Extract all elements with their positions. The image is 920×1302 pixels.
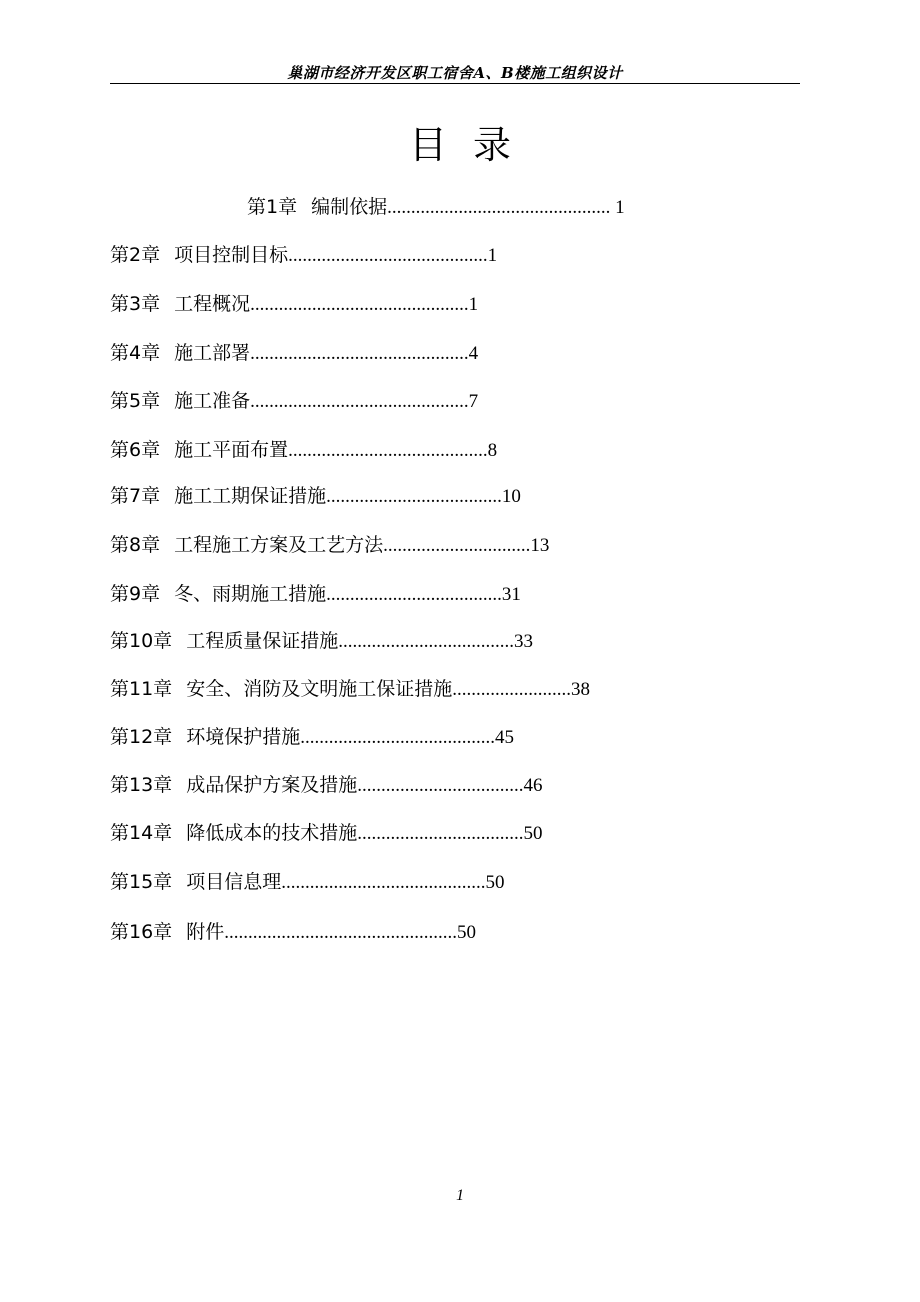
toc-chapter-number: 第16章: [110, 921, 173, 943]
toc-page-number: 4: [468, 343, 479, 364]
toc-page-number: 38: [570, 679, 590, 700]
toc-page-number: 50: [523, 823, 543, 844]
toc-entry[interactable]: [110, 870, 504, 894]
toc-leader-dots: ..............................................: [250, 294, 469, 315]
toc-chapter-title: 施工工期保证措施: [174, 485, 327, 507]
toc-chapter-number: 第9章: [110, 583, 161, 605]
toc-page-number: 46: [523, 775, 543, 796]
toc-leader-dots: ...........................................: [281, 872, 486, 893]
toc-entry[interactable]: [110, 677, 590, 701]
toc-chapter-number: 第2章: [110, 244, 161, 266]
toc-entry[interactable]: [110, 629, 533, 653]
toc-page-number: 8: [487, 440, 498, 461]
toc-leader-dots: ...................................: [357, 775, 524, 796]
toc-chapter-number: 第15章: [110, 871, 173, 893]
toc-chapter-number: 第3章: [110, 293, 161, 315]
toc-entry[interactable]: [110, 920, 476, 944]
toc-chapter-title: 成品保护方案及措施: [186, 774, 358, 796]
toc-leader-dots: ..........................................: [288, 245, 488, 266]
toc-chapter-title: 施工部署: [174, 342, 251, 364]
toc-leader-dots: ...............................................: [387, 197, 611, 218]
toc-leader-dots: ..............................................: [250, 343, 469, 364]
toc-leader-dots: ...................................: [357, 823, 524, 844]
toc-entry[interactable]: [110, 533, 549, 557]
toc-leader-dots: .....................................: [338, 631, 514, 652]
toc-chapter-number: 第11章: [110, 678, 173, 700]
toc-chapter-title: 项目信息理: [186, 871, 282, 893]
toc-page-number: 45: [494, 727, 514, 748]
toc-chapter-title: 工程施工方案及工艺方法: [174, 534, 384, 556]
toc-chapter-number: 第6章: [110, 439, 161, 461]
page-header: 巢湖市经济开发区职工宿舍A、B楼施工组织设计: [110, 64, 800, 84]
toc-entry[interactable]: [110, 773, 542, 797]
toc-chapter-title: 施工平面布置: [174, 439, 289, 461]
toc-page-number: 31: [501, 584, 521, 605]
toc-chapter-title: 编制依据: [311, 196, 388, 218]
toc-chapter-number: 第13章: [110, 774, 173, 796]
toc-chapter-number: 第7章: [110, 485, 161, 507]
toc-leader-dots: ..........................................: [288, 440, 488, 461]
toc-leader-dots: .................................................: [224, 922, 457, 943]
toc-page-number: 1: [610, 197, 625, 218]
toc-leader-dots: .....................................: [326, 486, 502, 507]
toc-chapter-number: 第10章: [110, 630, 173, 652]
toc-page-number: 1: [487, 245, 498, 266]
page-number: 1: [456, 1187, 464, 1204]
toc-chapter-title: 环境保护措施: [186, 726, 301, 748]
toc-leader-dots: ...............................: [383, 535, 531, 556]
toc-page-number: 33: [513, 631, 533, 652]
toc-chapter-title: 安全、消防及文明施工保证措施: [186, 678, 453, 700]
toc-leader-dots: .........................................: [300, 727, 495, 748]
toc-page-number: 13: [530, 535, 550, 556]
toc-chapter-title: 冬、雨期施工措施: [174, 583, 327, 605]
toc-chapter-number: 第14章: [110, 822, 173, 844]
toc-entry[interactable]: [110, 438, 497, 462]
toc-page-number: 50: [485, 872, 505, 893]
toc-entry[interactable]: [110, 582, 521, 606]
toc-leader-dots: ..............................................: [250, 391, 469, 412]
toc-title: 目录: [408, 123, 537, 167]
toc-chapter-number: 第1章: [247, 196, 298, 218]
toc-entry[interactable]: [110, 341, 478, 365]
toc-entry[interactable]: [110, 243, 497, 267]
toc-chapter-number: 第12章: [110, 726, 173, 748]
toc-entry[interactable]: [110, 484, 521, 508]
toc-chapter-number: 第5章: [110, 390, 161, 412]
toc-entry[interactable]: [247, 195, 625, 219]
toc-entry[interactable]: [110, 821, 542, 845]
toc-chapter-title: 工程质量保证措施: [186, 630, 339, 652]
toc-entry[interactable]: [110, 725, 514, 749]
toc-chapter-number: 第8章: [110, 534, 161, 556]
toc-leader-dots: .....................................: [326, 584, 502, 605]
toc-page-number: 50: [456, 922, 476, 943]
toc-chapter-title: 附件: [186, 921, 225, 943]
toc-chapter-number: 第4章: [110, 342, 161, 364]
toc-page-number: 1: [468, 294, 479, 315]
toc-chapter-title: 施工准备: [174, 390, 251, 412]
toc-entry[interactable]: [110, 389, 478, 413]
toc-chapter-title: 降低成本的技术措施: [186, 822, 358, 844]
toc-page-number: 10: [501, 486, 521, 507]
toc-chapter-title: 项目控制目标: [174, 244, 289, 266]
toc-leader-dots: .........................: [452, 679, 571, 700]
toc-entry[interactable]: [110, 292, 478, 316]
toc-page-number: 7: [468, 391, 479, 412]
toc-chapter-title: 工程概况: [174, 293, 251, 315]
